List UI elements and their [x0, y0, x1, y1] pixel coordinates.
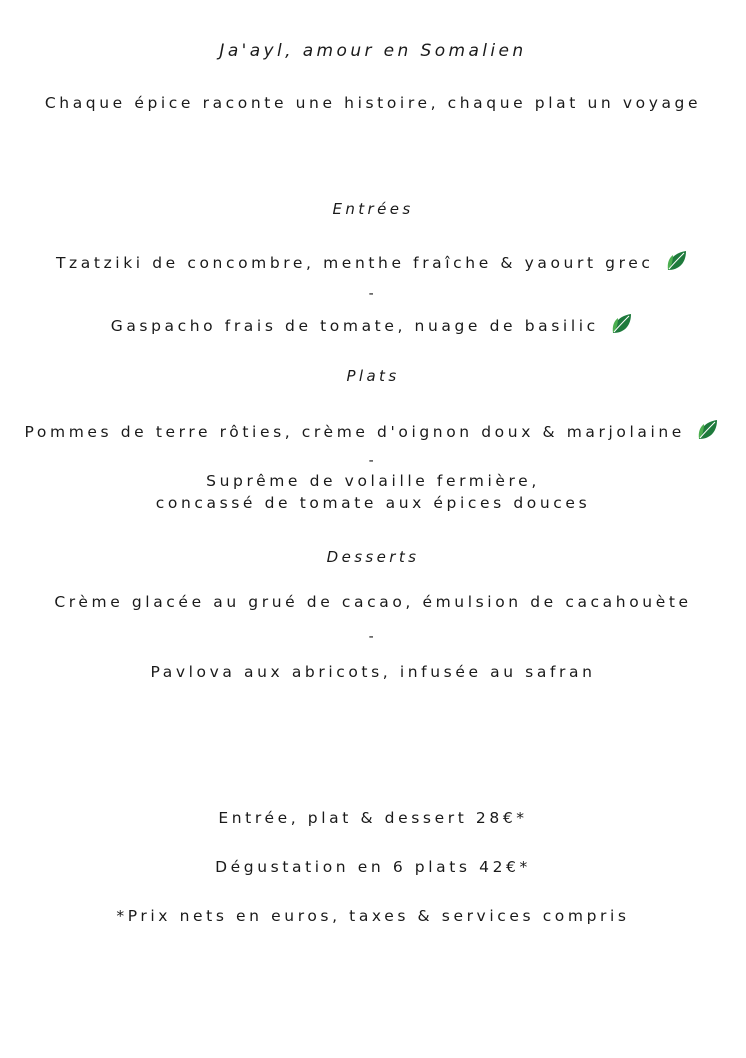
leaf-icon [609, 311, 635, 337]
section-heading-plats: Plats [346, 367, 400, 385]
plat-item-label: Pommes de terre rôties, crème d'oignon doux & marjolaine [24, 423, 685, 441]
entree-item-label: Tzatziki de concombre, menthe fraîche & yaourt grec [55, 254, 654, 272]
dessert-item: Pavlova aux abricots, infusée au safran [150, 663, 596, 681]
price-note: *Prix nets en euros, taxes & services compris [116, 907, 630, 925]
entree-item-label: Gaspacho frais de tomate, nuage de basilic [110, 317, 599, 335]
plat-item [0, 417, 746, 443]
leaf-icon [664, 248, 690, 274]
plat-item-line2: concassé de tomate aux épices douces [155, 494, 591, 512]
menu-tagline: Chaque épice raconte une histoire, chaque plat un voyage [44, 94, 702, 112]
plat-item-line1: Suprême de volaille fermière, [206, 472, 540, 490]
section-heading-desserts: Desserts [326, 548, 420, 566]
dessert-item: Crème glacée au grué de cacao, émulsion de cacahouète [54, 593, 692, 611]
price-formule: Entrée, plat & dessert 28€* [218, 809, 528, 827]
dessert-separator: - [368, 629, 378, 645]
entree-item [0, 248, 746, 274]
entree-separator: - [368, 286, 378, 302]
menu-title: Ja'ayl, amour en Somalien [219, 41, 527, 61]
leaf-icon [695, 417, 721, 443]
section-heading-entrees: Entrées [332, 200, 414, 218]
plat-separator: - [368, 453, 378, 469]
entree-item [0, 311, 746, 337]
price-degustation: Dégustation en 6 plats 42€* [215, 858, 531, 876]
